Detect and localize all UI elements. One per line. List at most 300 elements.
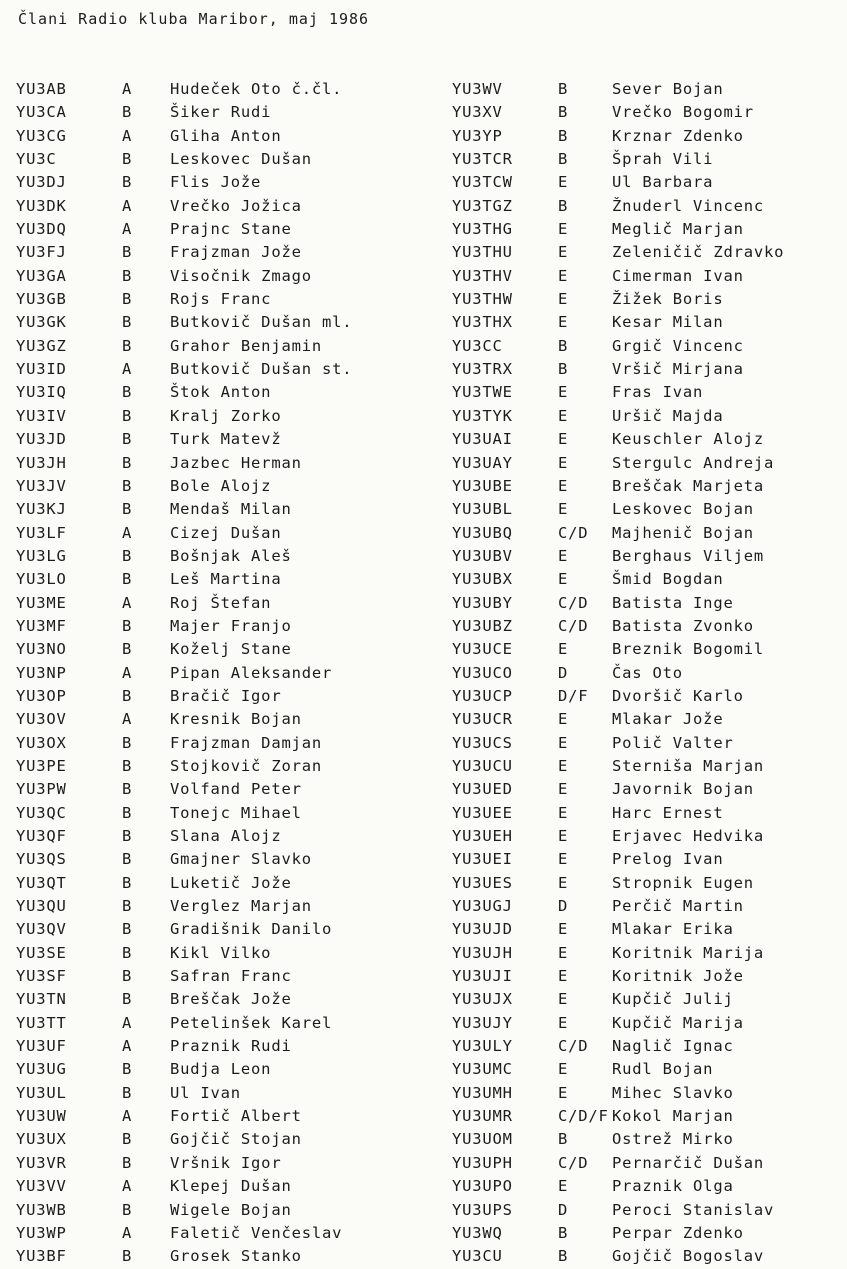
call-sign: YU3OV [16,710,67,729]
call-sign: YU3UPO [452,1177,513,1196]
member-name: Grgič Vincenc [612,336,744,355]
member-name: Koritnik Marija [612,943,764,962]
call-sign: YU3UES [452,873,513,892]
call-sign: YU3UMH [452,1083,513,1102]
license-class: E [558,1177,569,1196]
member-name: Kokol Marjan [612,1107,734,1126]
call-sign: YU3TRX [452,360,513,379]
call-sign: YU3VV [16,1177,67,1196]
call-sign: YU3UBZ [452,616,513,635]
call-sign: YU3NP [16,663,67,682]
license-class: B [122,313,133,332]
member-name: Erjavec Hedvika [612,827,764,845]
call-sign: YU3TT [16,1013,67,1032]
license-class: E [558,943,569,962]
call-sign: YU3ME [16,593,67,612]
member-name: Šiker Rudi [170,103,272,122]
member-name: Čas Oto [612,663,683,682]
member-name: Petelinšek Karel [170,1013,333,1032]
member-name: Wigele Bojan [170,1200,292,1219]
member-name: Bole Alojz [170,476,272,495]
license-class: A [122,80,133,98]
call-sign: YU3UJX [452,990,513,1009]
call-sign: YU3UCO [452,663,513,682]
member-name: Gliha Anton [170,126,282,145]
call-sign: YU3NO [16,640,67,659]
member-name: Kupčič Marija [612,1013,744,1032]
member-name: Tonejc Mihael [170,803,302,822]
member-name: Koželj Stane [170,640,292,659]
member-name: Kesar Milan [612,313,724,332]
call-sign: YU3PE [16,756,67,775]
license-class: A [122,1037,133,1056]
license-class: A [122,593,133,612]
member-name: Hudeček Oto č.čl. [170,80,343,98]
call-sign: YU3IV [16,406,67,425]
call-sign: YU3PW [16,780,67,799]
call-sign: YU3QU [16,897,67,916]
call-sign: YU3SF [16,967,67,986]
license-class: B [122,476,133,495]
call-sign: YU3QC [16,803,67,822]
license-class: B [122,336,133,355]
call-sign: YU3UBQ [452,523,513,542]
member-name: Majhenič Bojan [612,523,754,542]
call-sign: YU3JH [16,453,67,472]
member-name: Butkovič Dušan ml. [170,313,353,332]
license-class: B [122,243,133,262]
license-class: E [558,546,569,565]
call-sign: YU3UMR [452,1107,513,1126]
member-name: Budja Leon [170,1060,272,1079]
call-sign: YU3WB [16,1200,67,1219]
call-sign: YU3THU [452,243,513,262]
member-name: Mihec Slavko [612,1083,734,1102]
license-class: B [122,173,133,192]
license-class: B [558,103,569,122]
call-sign: YU3UEE [452,803,513,822]
license-class: B [122,1130,133,1149]
license-class: A [122,220,133,239]
license-class: E [558,1013,569,1032]
member-name: Naglič Ignac [612,1037,734,1056]
call-sign: YU3AB [16,80,67,98]
member-name: Prajnc Stane [170,220,292,239]
call-sign: YU3UCP [452,686,513,705]
call-sign: YU3QF [16,827,67,845]
license-class: E [558,1060,569,1079]
license-class: E [558,803,569,822]
member-name: Harc Ernest [612,803,724,822]
license-class: B [122,1247,133,1266]
member-name: Bračič Igor [170,686,282,705]
member-name: Meglič Marjan [612,220,744,239]
license-class: B [122,990,133,1009]
license-class: C/D [558,1153,589,1172]
license-class: E [558,1083,569,1102]
call-sign: YU3UOM [452,1130,513,1149]
member-name: Vrečko Bogomir [612,103,754,122]
call-sign: YU3OX [16,733,67,752]
license-class: B [122,383,133,402]
call-sign: YU3JV [16,476,67,495]
member-name: Bošnjak Aleš [170,546,292,565]
license-class: B [122,500,133,519]
license-class: C/D [558,523,589,542]
call-sign: YU3GZ [16,336,67,355]
member-name: Vrečko Jožica [170,196,302,215]
member-name: Butkovič Dušan st. [170,360,353,379]
license-class: E [558,990,569,1009]
license-class: B [558,1223,569,1242]
member-name: Leskovec Dušan [170,150,312,169]
license-class: B [558,1130,569,1149]
license-class: C/D [558,1037,589,1056]
member-name: Klepej Dušan [170,1177,292,1196]
call-sign: YU3LF [16,523,67,542]
member-name: Rudl Bojan [612,1060,714,1079]
license-class: E [558,850,569,869]
member-name: Cimerman Ivan [612,266,744,285]
license-class: A [122,1223,133,1242]
license-class: E [558,406,569,425]
license-class: E [558,827,569,845]
member-name: Leš Martina [170,570,282,589]
license-class: A [122,710,133,729]
member-name: Peroci Stanislav [612,1200,775,1219]
member-name: Kupčič Julij [612,990,734,1009]
member-name: Turk Matevž [170,430,282,449]
call-sign: YU3THV [452,266,513,285]
call-sign: YU3QS [16,850,67,869]
call-sign: YU3UBX [452,570,513,589]
license-class: B [122,1153,133,1172]
member-name: Slana Alojz [170,827,282,845]
member-name: Gmajner Slavko [170,850,312,869]
member-name: Pernarčič Dušan [612,1153,764,1172]
member-name: Ul Barbara [612,173,714,192]
license-class: B [122,266,133,285]
member-name: Gojčič Bogoslav [612,1247,764,1266]
member-name: Flis Jože [170,173,262,192]
call-sign: YU3CG [16,126,67,145]
call-sign: YU3TGZ [452,196,513,215]
call-sign: YU3UJD [452,920,513,939]
member-name: Praznik Olga [612,1177,734,1196]
license-class: E [558,570,569,589]
member-name: Ul Ivan [170,1083,241,1102]
license-class: B [122,1200,133,1219]
license-class: A [122,523,133,542]
member-name: Koritnik Jože [612,967,744,986]
call-sign: YU3TCW [452,173,513,192]
call-sign: YU3UF [16,1037,67,1056]
call-sign: YU3ULY [452,1037,513,1056]
call-sign: YU3LG [16,546,67,565]
member-name: Kralj Zorko [170,406,282,425]
call-sign: YU3UL [16,1083,67,1102]
call-sign: YU3YP [452,126,503,145]
member-name: Gojčič Stojan [170,1130,302,1149]
call-sign: YU3UBL [452,500,513,519]
member-name: Mlakar Jože [612,710,724,729]
member-name: Krznar Zdenko [612,126,744,145]
license-class: D [558,897,569,916]
member-name: Batista Zvonko [612,616,754,635]
call-sign: YU3UBV [452,546,513,565]
call-sign: YU3DQ [16,220,67,239]
member-name: Mlakar Erika [612,920,734,939]
call-sign: YU3WP [16,1223,67,1242]
member-name: Vršič Mirjana [612,360,744,379]
license-class: E [558,640,569,659]
call-sign: YU3OP [16,686,67,705]
member-name: Praznik Rudi [170,1037,292,1056]
license-class: B [558,80,569,98]
call-sign: YU3UW [16,1107,67,1126]
member-name: Sterniša Marjan [612,756,764,775]
call-sign: YU3LO [16,570,67,589]
license-class: B [122,920,133,939]
call-sign: YU3TCR [452,150,513,169]
member-name: Breznik Bogomil [612,640,764,659]
member-name: Cizej Dušan [170,523,282,542]
call-sign: YU3QV [16,920,67,939]
call-sign: YU3XV [452,103,503,122]
license-class: D/F [558,686,589,705]
license-class: B [122,430,133,449]
member-name: Šmid Bogdan [612,570,724,589]
license-class: B [122,780,133,799]
call-sign: YU3UG [16,1060,67,1079]
call-sign: YU3MF [16,616,67,635]
member-name: Mendaš Milan [170,500,292,519]
call-sign: YU3VR [16,1153,67,1172]
member-name: Grahor Benjamin [170,336,322,355]
member-name: Vršnik Igor [170,1153,282,1172]
call-sign: YU3FJ [16,243,67,262]
member-name: Breščak Marjeta [612,476,764,495]
license-class: E [558,967,569,986]
call-sign: YU3UBY [452,593,513,612]
call-sign: YU3CA [16,103,67,122]
call-sign: YU3CC [452,336,503,355]
license-class: B [558,196,569,215]
license-class: B [122,640,133,659]
call-sign: YU3GK [16,313,67,332]
license-class: B [122,290,133,309]
license-class: B [122,453,133,472]
license-class: E [558,243,569,262]
license-class: A [122,1013,133,1032]
call-sign: YU3UCR [452,710,513,729]
call-sign: YU3WV [452,80,503,98]
call-sign: YU3C [16,150,57,169]
license-class: B [122,150,133,169]
license-class: A [122,663,133,682]
call-sign: YU3BF [16,1247,67,1266]
license-class: B [122,827,133,845]
call-sign: YU3KJ [16,500,67,519]
license-class: B [558,150,569,169]
member-name: Ostrež Mirko [612,1130,734,1149]
call-sign: YU3UAI [452,430,513,449]
call-sign: YU3UGJ [452,897,513,916]
call-sign: YU3UCS [452,733,513,752]
license-class: B [122,897,133,916]
member-name: Jazbec Herman [170,453,302,472]
member-name: Šprah Vili [612,150,714,169]
call-sign: YU3UJI [452,967,513,986]
member-name: Frajzman Damjan [170,733,322,752]
license-class: E [558,290,569,309]
call-sign: YU3TN [16,990,67,1009]
license-class: E [558,920,569,939]
member-name: Grosek Stanko [170,1247,302,1266]
license-class: B [122,1083,133,1102]
call-sign: YU3UX [16,1130,67,1149]
license-class: E [558,873,569,892]
member-name: Leskovec Bojan [612,500,754,519]
license-class: B [122,967,133,986]
call-sign: YU3SE [16,943,67,962]
call-sign: YU3QT [16,873,67,892]
member-name: Roj Štefan [170,593,272,612]
member-name: Keuschler Alojz [612,430,764,449]
license-class: B [558,360,569,379]
member-name: Batista Inge [612,593,734,612]
call-sign: YU3GA [16,266,67,285]
call-sign: YU3UJY [452,1013,513,1032]
call-sign: YU3TWE [452,383,513,402]
member-name: Frajzman Jože [170,243,302,262]
call-sign: YU3THG [452,220,513,239]
member-name: Štok Anton [170,383,272,402]
member-name: Gradišnik Danilo [170,920,333,939]
call-sign: YU3UCU [452,756,513,775]
page-title: Člani Radio kluba Maribor, maj 1986 [18,10,370,28]
license-class: B [122,803,133,822]
call-sign: YU3UEH [452,827,513,845]
call-sign: YU3UEI [452,850,513,869]
member-name: Safran Franc [170,967,292,986]
member-name: Perčič Martin [612,897,744,916]
license-class: E [558,220,569,239]
license-class: B [122,756,133,775]
license-class: E [558,780,569,799]
call-sign: YU3DK [16,196,67,215]
member-name: Luketič Jože [170,873,292,892]
license-class: E [558,710,569,729]
member-name: Dvoršič Karlo [612,686,744,705]
member-name: Zeleničič Zdravko [612,243,785,262]
license-class: E [558,313,569,332]
call-sign: YU3IQ [16,383,67,402]
license-class: B [122,850,133,869]
member-name: Stojkovič Zoran [170,756,322,775]
license-class: B [122,733,133,752]
license-class: E [558,266,569,285]
license-class: C/D [558,593,589,612]
license-class: A [122,360,133,379]
call-sign: YU3DJ [16,173,67,192]
member-name: Prelog Ivan [612,850,724,869]
license-class: D [558,1200,569,1219]
member-name: Breščak Jože [170,990,292,1009]
member-name: Stropnik Eugen [612,873,754,892]
member-name: Žižek Boris [612,290,724,309]
member-name: Rojs Franc [170,290,272,309]
license-class: E [558,733,569,752]
license-class: A [122,1107,133,1126]
call-sign: YU3ID [16,360,67,379]
license-class: A [122,1177,133,1196]
license-class: D [558,663,569,682]
license-class: B [122,570,133,589]
license-class: B [122,1060,133,1079]
license-class: B [558,126,569,145]
call-sign: YU3WQ [452,1223,503,1242]
call-sign: YU3UPH [452,1153,513,1172]
license-class: E [558,453,569,472]
license-class: C/D [558,616,589,635]
license-class: A [122,196,133,215]
license-class: B [558,1247,569,1266]
license-class: E [558,430,569,449]
license-class: E [558,383,569,402]
call-sign: YU3UCE [452,640,513,659]
license-class: B [122,873,133,892]
member-name: Fortič Albert [170,1107,302,1126]
member-name: Fras Ivan [612,383,704,402]
license-class: E [558,756,569,775]
license-class: B [122,943,133,962]
license-class: B [122,406,133,425]
license-class: B [122,616,133,635]
member-name: Žnuderl Vincenc [612,196,764,215]
call-sign: YU3GB [16,290,67,309]
call-sign: YU3UMC [452,1060,513,1079]
call-sign: YU3UAY [452,453,513,472]
call-sign: YU3CU [452,1247,503,1266]
call-sign: YU3UPS [452,1200,513,1219]
call-sign: YU3UED [452,780,513,799]
license-class: E [558,500,569,519]
call-sign: YU3UJH [452,943,513,962]
license-class: B [558,336,569,355]
member-name: Sever Bojan [612,80,724,98]
member-name: Volfand Peter [170,780,302,799]
member-name: Polič Valter [612,733,734,752]
license-class: E [558,476,569,495]
member-name: Pipan Aleksander [170,663,333,682]
member-name: Perpar Zdenko [612,1223,744,1242]
member-name: Javornik Bojan [612,780,754,799]
license-class: B [122,546,133,565]
member-name: Kresnik Bojan [170,710,302,729]
license-class: B [122,103,133,122]
license-class: C/D/F [558,1107,609,1126]
member-name: Visočnik Zmago [170,266,312,285]
member-name: Kikl Vilko [170,943,272,962]
member-name: Berghaus Viljem [612,546,764,565]
member-name: Majer Franjo [170,616,292,635]
member-name: Stergulc Andreja [612,453,775,472]
license-class: B [122,686,133,705]
call-sign: YU3JD [16,430,67,449]
call-sign: YU3TYK [452,406,513,425]
call-sign: YU3THX [452,313,513,332]
